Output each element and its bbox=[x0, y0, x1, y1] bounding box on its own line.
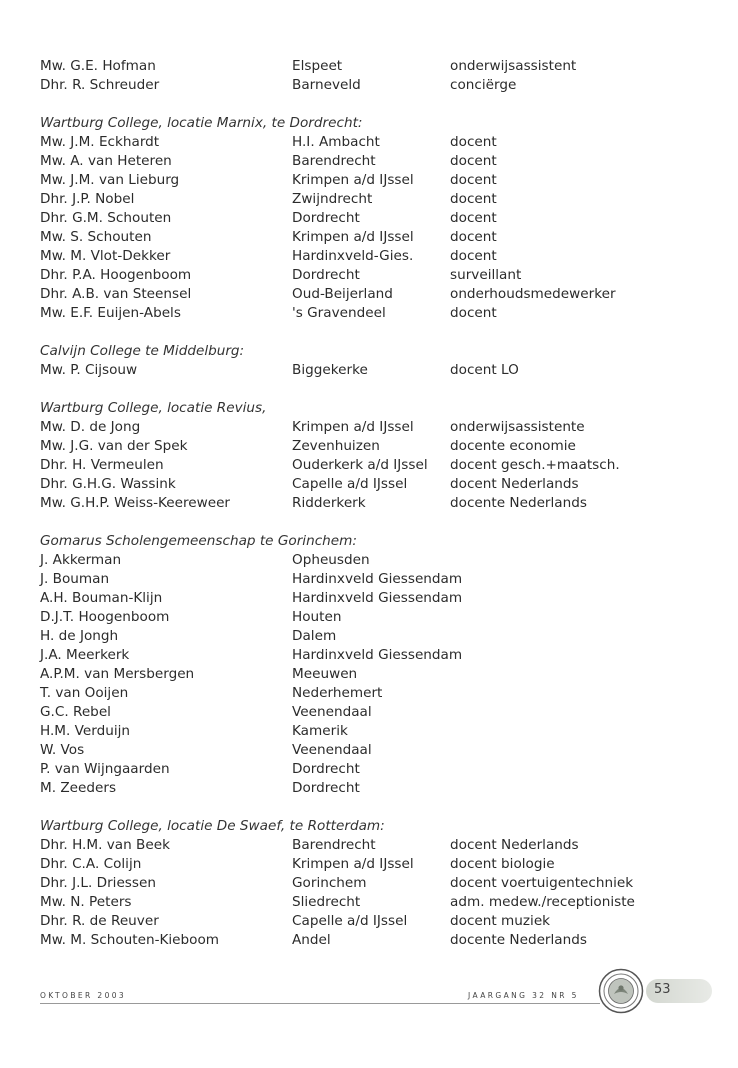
staff-residence: Barendrecht bbox=[292, 837, 376, 853]
staff-name: W. Vos bbox=[40, 742, 85, 758]
staff-function: docente Nederlands bbox=[450, 932, 587, 948]
staff-section bbox=[40, 532, 700, 798]
staff-name: T. van Ooijen bbox=[40, 685, 129, 701]
staff-name: Mw. G.H.P. Weiss-Keereweer bbox=[40, 495, 231, 511]
staff-residence: Krimpen a/d IJssel bbox=[292, 172, 414, 188]
footer-volume: JAARGANG 32 NR 5 bbox=[468, 991, 579, 1000]
staff-section bbox=[40, 57, 700, 95]
staff-name: Mw. G.E. Hofman bbox=[40, 58, 156, 74]
staff-name: Mw. A. van Heteren bbox=[40, 153, 172, 169]
staff-function bbox=[450, 551, 700, 570]
staff-name: H. de Jongh bbox=[40, 628, 119, 644]
staff-residence: Dordrecht bbox=[292, 210, 360, 226]
staff-row bbox=[40, 551, 700, 570]
staff-function: docent bbox=[450, 210, 497, 226]
staff-residence: Elspeet bbox=[292, 58, 343, 74]
staff-function bbox=[450, 779, 700, 798]
staff-name: Mw. J.M. Eckhardt bbox=[40, 134, 160, 150]
staff-name: J. Bouman bbox=[40, 571, 110, 587]
staff-name: Mw. S. Schouten bbox=[40, 229, 152, 245]
staff-function bbox=[450, 627, 700, 646]
staff-name: J. Akkerman bbox=[40, 552, 122, 568]
staff-residence: Capelle a/d IJssel bbox=[292, 913, 408, 929]
staff-section bbox=[40, 399, 700, 513]
staff-residence: Opheusden bbox=[292, 552, 370, 568]
staff-residence: Krimpen a/d IJssel bbox=[292, 856, 414, 872]
staff-function: docent bbox=[450, 134, 497, 150]
staff-residence: Veenendaal bbox=[292, 742, 372, 758]
staff-row bbox=[40, 456, 700, 475]
staff-function bbox=[450, 703, 700, 722]
staff-name: P. van Wijngaarden bbox=[40, 761, 170, 777]
staff-residence: Andel bbox=[292, 932, 331, 948]
staff-name: Mw. J.G. van der Spek bbox=[40, 438, 188, 454]
staff-residence: Capelle a/d IJssel bbox=[292, 476, 408, 492]
staff-row bbox=[40, 646, 700, 665]
staff-function: docent LO bbox=[450, 362, 519, 378]
staff-name: Dhr. A.B. van Steensel bbox=[40, 286, 192, 302]
page-number: 53 bbox=[654, 982, 671, 997]
staff-function: docent bbox=[450, 191, 497, 207]
staff-row bbox=[40, 722, 700, 741]
staff-residence: Zevenhuizen bbox=[292, 438, 380, 454]
staff-row bbox=[40, 171, 700, 190]
staff-name: Dhr. H. Vermeulen bbox=[40, 457, 164, 473]
staff-function: conciërge bbox=[450, 77, 517, 93]
staff-name: Dhr. R. de Reuver bbox=[40, 913, 159, 929]
staff-row bbox=[40, 133, 700, 152]
staff-residence: Kamerik bbox=[292, 723, 348, 739]
staff-function: docent bbox=[450, 153, 497, 169]
staff-name: Mw. J.M. van Lieburg bbox=[40, 172, 180, 188]
staff-function bbox=[450, 646, 700, 665]
staff-row bbox=[40, 494, 700, 513]
staff-name: G.C. Rebel bbox=[40, 704, 111, 720]
staff-name: Dhr. G.H.G. Wassink bbox=[40, 476, 176, 492]
staff-function: docent bbox=[450, 172, 497, 188]
staff-name: Mw. N. Peters bbox=[40, 894, 132, 910]
staff-name: Mw. M. Vlot-Dekker bbox=[40, 248, 171, 264]
staff-residence: Dordrecht bbox=[292, 780, 360, 796]
staff-row bbox=[40, 152, 700, 171]
staff-row bbox=[40, 418, 700, 437]
seal-emblem-icon bbox=[598, 968, 644, 1014]
staff-row bbox=[40, 475, 700, 494]
staff-function bbox=[450, 722, 700, 741]
footer-date: OKTOBER 2003 bbox=[40, 991, 127, 1000]
staff-function: docent bbox=[450, 248, 497, 264]
staff-residence: Dalem bbox=[292, 628, 337, 644]
staff-residence: Nederhemert bbox=[292, 685, 383, 701]
staff-row bbox=[40, 874, 700, 893]
staff-row bbox=[40, 190, 700, 209]
staff-row bbox=[40, 684, 700, 703]
staff-row bbox=[40, 304, 700, 323]
staff-residence: Hardinxveld Giessendam bbox=[292, 571, 463, 587]
staff-residence: Houten bbox=[292, 609, 342, 625]
staff-row bbox=[40, 703, 700, 722]
staff-section bbox=[40, 114, 700, 323]
staff-function bbox=[450, 760, 700, 779]
staff-row bbox=[40, 247, 700, 266]
footer-divider bbox=[40, 1003, 600, 1004]
staff-list bbox=[40, 57, 700, 969]
staff-residence: Dordrecht bbox=[292, 761, 360, 777]
staff-function: onderhoudsmedewerker bbox=[450, 286, 616, 302]
staff-name: Dhr. H.M. van Beek bbox=[40, 837, 170, 853]
staff-name: M. Zeeders bbox=[40, 780, 117, 796]
staff-function: docente economie bbox=[450, 438, 576, 454]
section-heading: Wartburg College, locatie De Swaef, te Rotterdam: bbox=[40, 818, 385, 834]
staff-function bbox=[450, 608, 700, 627]
staff-function: docent muziek bbox=[450, 913, 551, 929]
staff-name: Dhr. P.A. Hoogenboom bbox=[40, 267, 192, 283]
staff-row bbox=[40, 912, 700, 931]
staff-function: onderwijsassistente bbox=[450, 419, 585, 435]
staff-residence: Barendrecht bbox=[292, 153, 376, 169]
staff-row bbox=[40, 285, 700, 304]
staff-residence: Biggekerke bbox=[292, 362, 368, 378]
staff-name: Mw. D. de Jong bbox=[40, 419, 141, 435]
staff-row bbox=[40, 608, 700, 627]
section-heading: Wartburg College, locatie Marnix, te Dordrecht: bbox=[40, 115, 363, 131]
staff-row bbox=[40, 931, 700, 950]
staff-residence: Oud-Beijerland bbox=[292, 286, 393, 302]
staff-row bbox=[40, 361, 700, 380]
staff-row bbox=[40, 760, 700, 779]
staff-name: Mw. E.F. Euijen-Abels bbox=[40, 305, 181, 321]
staff-name: J.A. Meerkerk bbox=[40, 647, 130, 663]
staff-residence: Krimpen a/d IJssel bbox=[292, 419, 414, 435]
staff-function bbox=[450, 570, 700, 589]
staff-row bbox=[40, 589, 700, 608]
staff-function bbox=[450, 684, 700, 703]
staff-row bbox=[40, 76, 700, 95]
staff-section bbox=[40, 817, 700, 950]
staff-name: A.P.M. van Mersbergen bbox=[40, 666, 195, 682]
staff-name: Dhr. J.P. Nobel bbox=[40, 191, 135, 207]
staff-residence: Sliedrecht bbox=[292, 894, 361, 910]
staff-residence: Gorinchem bbox=[292, 875, 367, 891]
staff-name: Dhr. J.L. Driessen bbox=[40, 875, 156, 891]
staff-row bbox=[40, 228, 700, 247]
section-heading: Calvijn College te Middelburg: bbox=[40, 343, 245, 359]
staff-name: Mw. M. Schouten-Kieboom bbox=[40, 932, 220, 948]
staff-row bbox=[40, 57, 700, 76]
staff-function bbox=[450, 665, 700, 684]
staff-function: docent gesch.+maatsch. bbox=[450, 457, 620, 473]
staff-row bbox=[40, 741, 700, 760]
staff-function: docent biologie bbox=[450, 856, 555, 872]
staff-residence: Ouderkerk a/d IJssel bbox=[292, 457, 428, 473]
staff-function: onderwijsassistent bbox=[450, 58, 577, 74]
staff-function: docent Nederlands bbox=[450, 476, 579, 492]
staff-row bbox=[40, 209, 700, 228]
staff-function bbox=[450, 741, 700, 760]
staff-name: A.H. Bouman-Klijn bbox=[40, 590, 163, 606]
staff-residence: Barneveld bbox=[292, 77, 361, 93]
staff-function: docent bbox=[450, 229, 497, 245]
staff-function: adm. medew./receptioniste bbox=[450, 894, 635, 910]
staff-residence: Hardinxveld Giessendam bbox=[292, 590, 463, 606]
staff-function: docent bbox=[450, 305, 497, 321]
staff-function: docent voertuigentechniek bbox=[450, 875, 634, 891]
staff-name: H.M. Verduijn bbox=[40, 723, 131, 739]
staff-residence: Ridderkerk bbox=[292, 495, 366, 511]
staff-residence: Krimpen a/d IJssel bbox=[292, 229, 414, 245]
staff-name: Dhr. G.M. Schouten bbox=[40, 210, 172, 226]
staff-residence: Meeuwen bbox=[292, 666, 358, 682]
staff-name: Dhr. C.A. Colijn bbox=[40, 856, 142, 872]
staff-residence: Dordrecht bbox=[292, 267, 360, 283]
staff-row bbox=[40, 779, 700, 798]
staff-row bbox=[40, 836, 700, 855]
staff-row bbox=[40, 570, 700, 589]
staff-row bbox=[40, 266, 700, 285]
staff-residence: 's Gravendeel bbox=[292, 305, 386, 321]
staff-residence: H.I. Ambacht bbox=[292, 134, 380, 150]
staff-row bbox=[40, 893, 700, 912]
staff-residence: Zwijndrecht bbox=[292, 191, 373, 207]
staff-name: D.J.T. Hoogenboom bbox=[40, 609, 170, 625]
staff-residence: Hardinxveld Giessendam bbox=[292, 647, 463, 663]
staff-row bbox=[40, 627, 700, 646]
staff-residence: Veenendaal bbox=[292, 704, 372, 720]
staff-row bbox=[40, 665, 700, 684]
staff-row bbox=[40, 855, 700, 874]
staff-row bbox=[40, 437, 700, 456]
staff-function: surveillant bbox=[450, 267, 522, 283]
staff-name: Dhr. R. Schreuder bbox=[40, 77, 160, 93]
section-heading: Gomarus Scholengemeenschap te Gorinchem: bbox=[40, 533, 357, 549]
staff-name: Mw. P. Cijsouw bbox=[40, 362, 138, 378]
staff-function bbox=[450, 589, 700, 608]
staff-function: docent Nederlands bbox=[450, 837, 579, 853]
section-heading: Wartburg College, locatie Revius, bbox=[40, 400, 267, 416]
staff-residence: Hardinxveld-Gies. bbox=[292, 248, 414, 264]
staff-function: docente Nederlands bbox=[450, 495, 587, 511]
staff-section bbox=[40, 342, 700, 380]
